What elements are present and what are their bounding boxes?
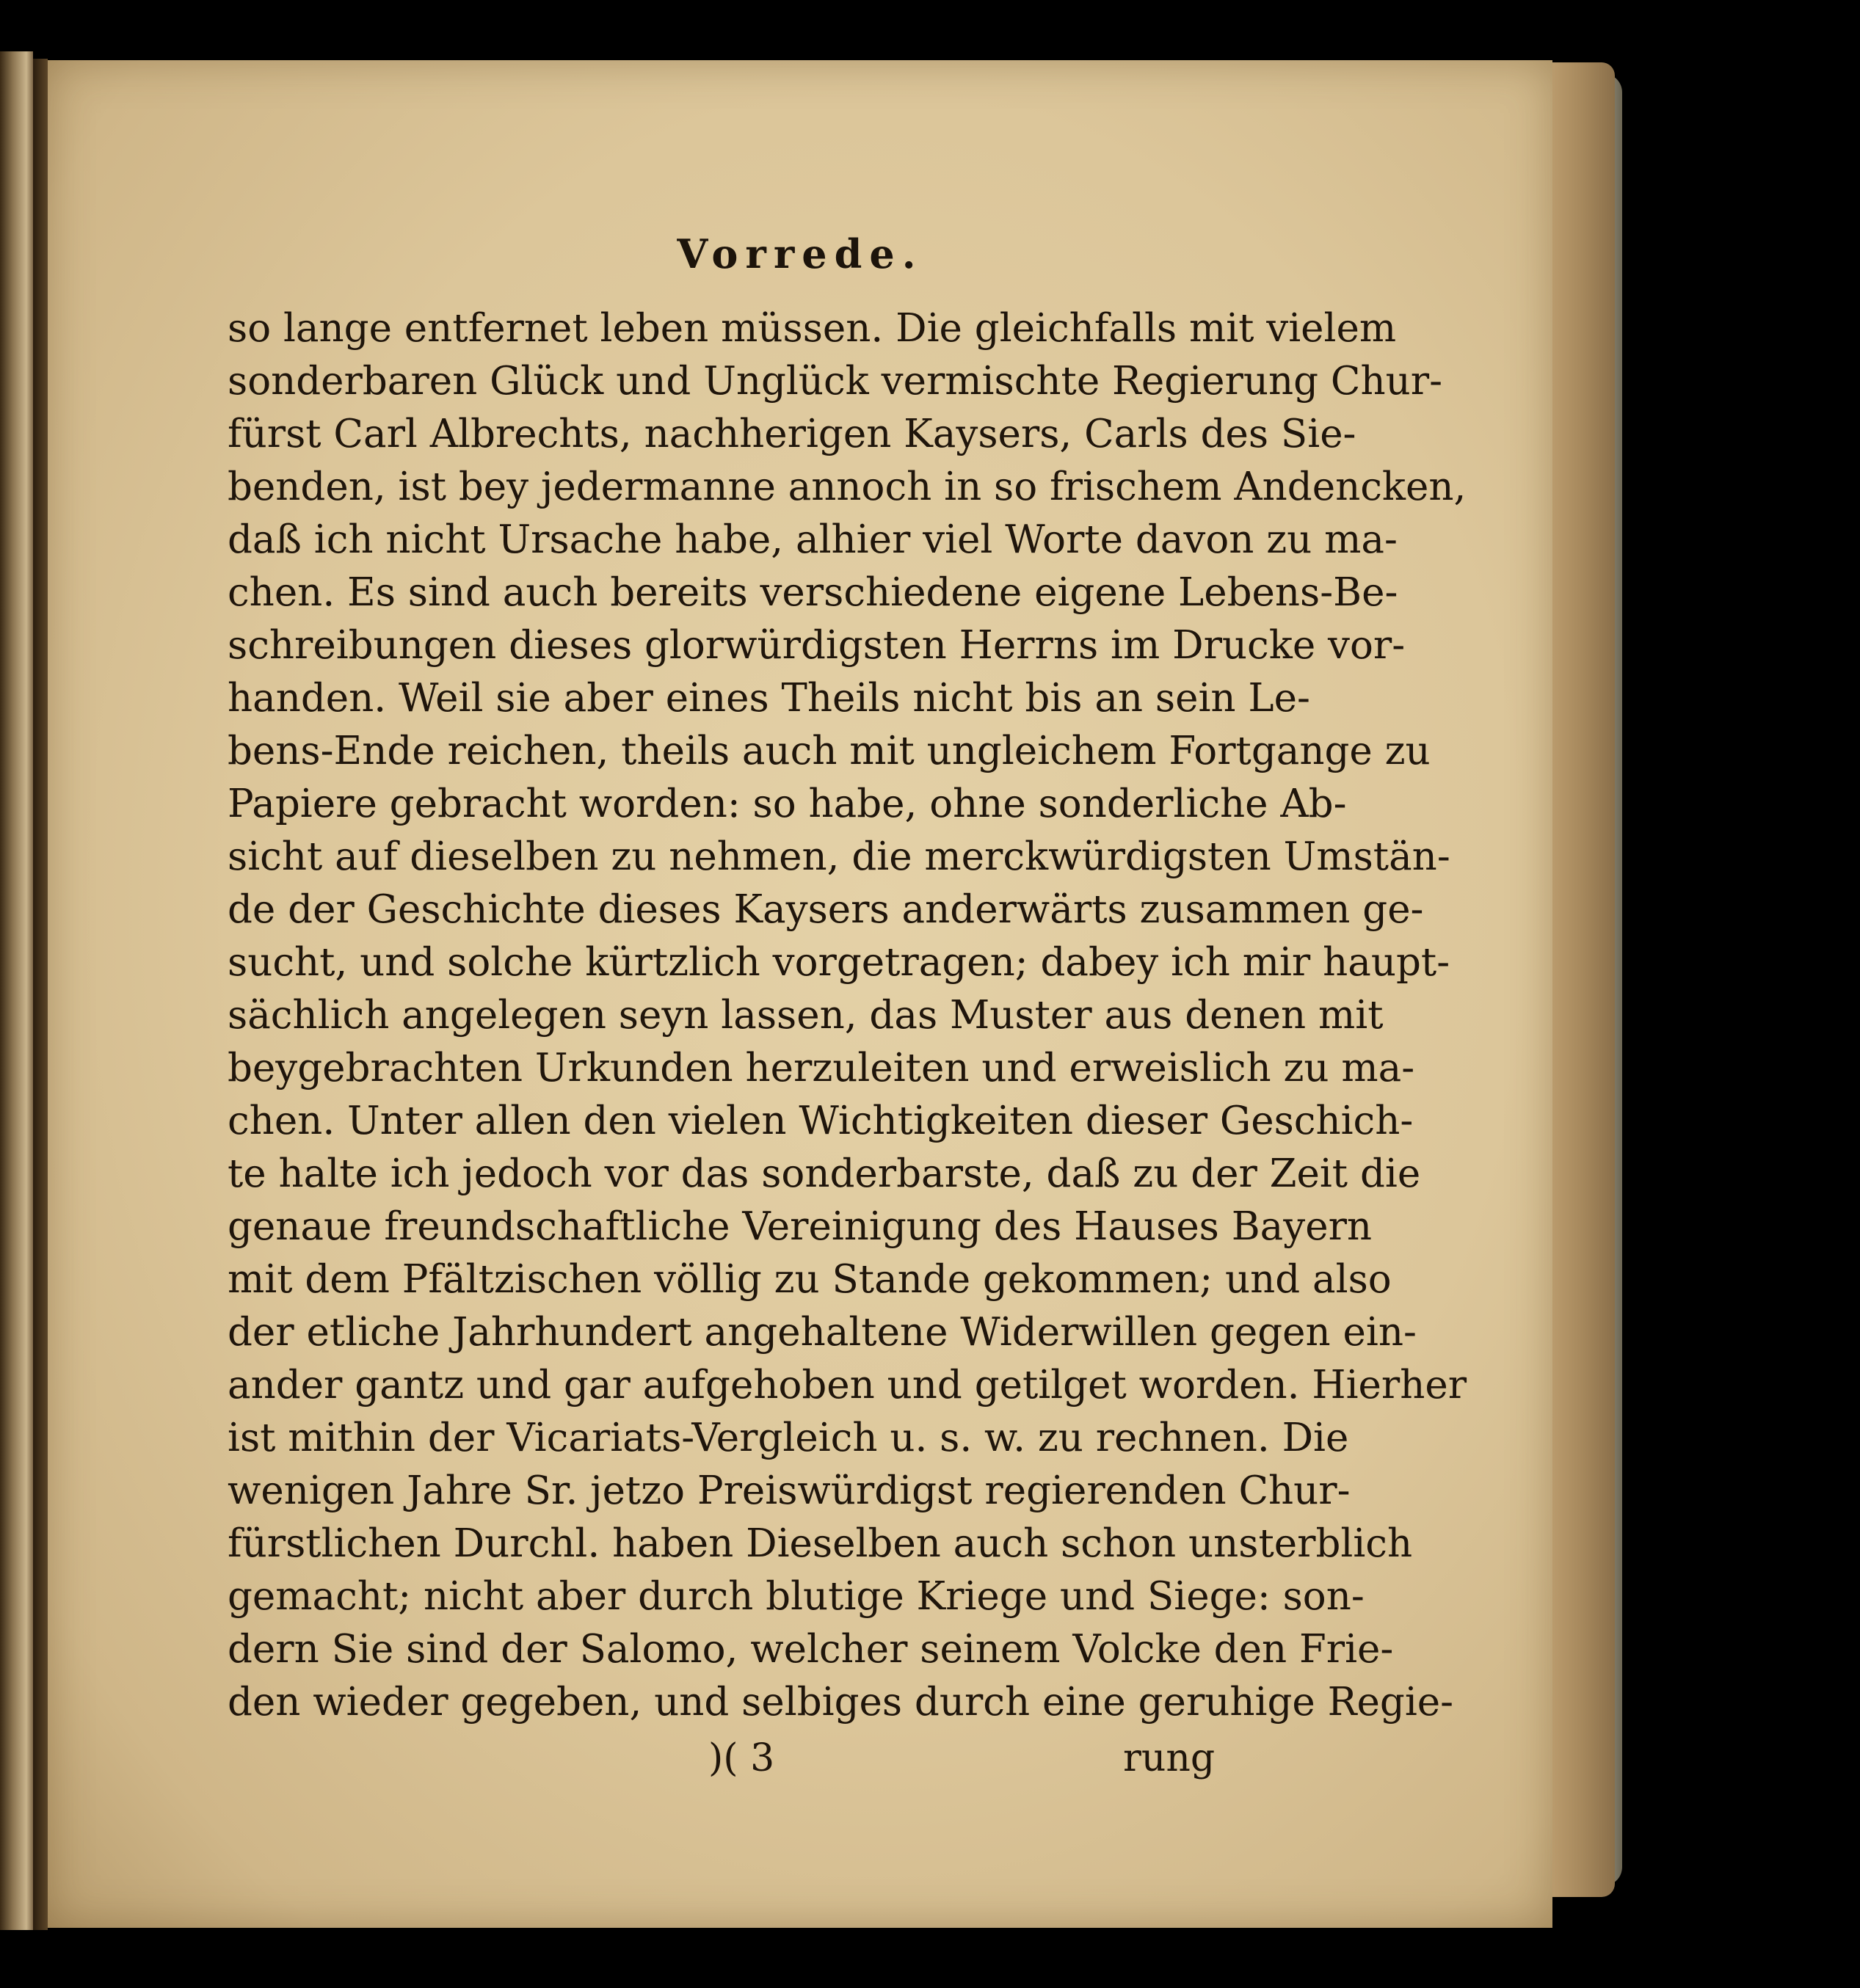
text-line: handen. Weil sie aber eines Theils nicht bis an sein Le- xyxy=(228,676,1310,721)
text-line: ander gantz und gar aufgehoben und getilget worden. Hierher xyxy=(228,1363,1467,1408)
text-line: genaue freundschaftliche Vereinigung des Hauses Bayern xyxy=(228,1204,1373,1249)
text-line: ist mithin der Vicariats-Vergleich u. s. w. zu rechnen. Die xyxy=(228,1416,1349,1460)
text-line: mit dem Pfältzischen völlig zu Stande gekommen; und also xyxy=(228,1257,1392,1302)
catchword: rung xyxy=(1123,1736,1216,1780)
book-gutter xyxy=(33,59,48,1930)
text-line: chen. Unter allen den vielen Wichtigkeiten dieser Geschich- xyxy=(228,1099,1414,1143)
text-line: te halte ich jedoch vor das sonderbarste, daß zu der Zeit die xyxy=(228,1151,1421,1196)
text-line: benden, ist bey jedermanne annoch in so frischem Andencken, xyxy=(228,465,1467,509)
text-line: wenigen Jahre Sr. jetzo Preiswürdigst regierenden Chur- xyxy=(228,1468,1351,1513)
body-text xyxy=(228,302,1467,1729)
signature-mark: )( 3 xyxy=(708,1736,775,1780)
text-line: de der Geschichte dieses Kaysers anderwärts zusammen ge- xyxy=(228,887,1424,932)
text-line: fürst Carl Albrechts, nachherigen Kaysers, Carls des Sie- xyxy=(228,412,1356,456)
text-line: den wieder gegeben, und selbiges durch eine geruhige Regie- xyxy=(228,1680,1454,1725)
text-line: sächlich angelegen seyn lassen, das Muster aus denen mit xyxy=(228,993,1384,1038)
text-line: beygebrachten Urkunden herzuleiten und erweislich zu ma- xyxy=(228,1046,1415,1091)
running-head: Vorrede. xyxy=(677,230,923,277)
text-line: sicht auf dieselben zu nehmen, die merckwürdigsten Umstän- xyxy=(228,834,1450,879)
text-line: so lange entfernet leben müssen. Die gleichfalls mit vielem xyxy=(228,306,1397,351)
text-line: fürstlichen Durchl. haben Dieselben auch schon unsterblich xyxy=(228,1521,1413,1566)
text-line: gemacht; nicht aber durch blutige Kriege und Siege: son- xyxy=(228,1574,1365,1619)
previous-page-edge xyxy=(0,51,33,1930)
text-line: Papiere gebracht worden: so habe, ohne sonderliche Ab- xyxy=(228,782,1347,826)
text-line: dern Sie sind der Salomo, welcher seinem Volcke den Frie- xyxy=(228,1627,1394,1672)
text-line: sonderbaren Glück und Unglück vermischte Regierung Chur- xyxy=(228,359,1442,404)
text-line: daß ich nicht Ursache habe, alhier viel Worte davon zu ma- xyxy=(228,517,1398,562)
text-line: chen. Es sind auch bereits verschiedene eigene Lebens-Be- xyxy=(228,570,1398,615)
book-page xyxy=(48,60,1552,1928)
text-line: der etliche Jahrhundert angehaltene Widerwillen gegen ein- xyxy=(228,1310,1417,1355)
text-line: bens-Ende reichen, theils auch mit ungleichem Fortgange zu xyxy=(228,729,1431,773)
text-line: schreibungen dieses glorwürdigsten Herrns im Drucke vor- xyxy=(228,623,1406,668)
text-line: sucht, und solche kürtzlich vorgetragen; dabey ich mir haupt- xyxy=(228,940,1450,985)
